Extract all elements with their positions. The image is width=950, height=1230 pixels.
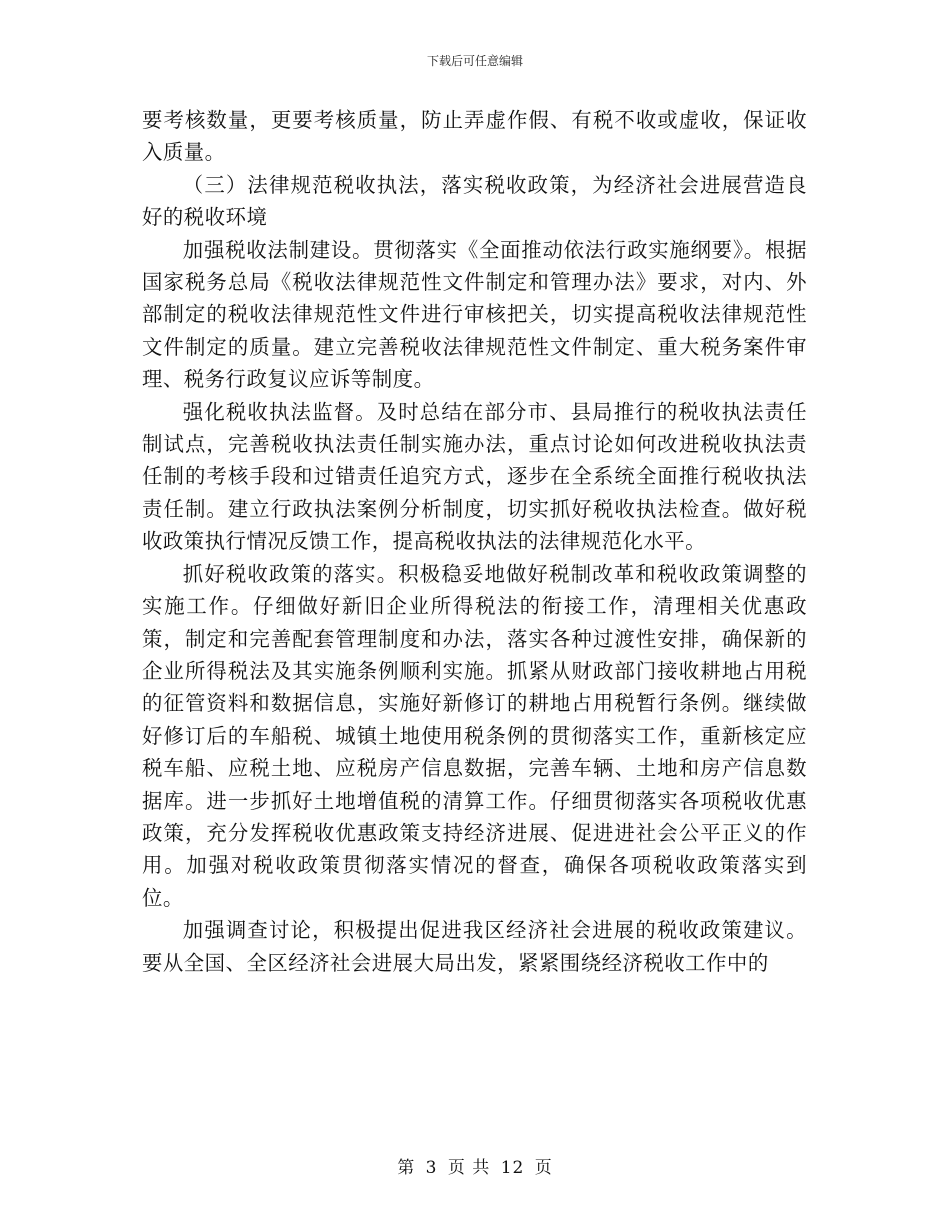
paragraph: 强化税收执法监督。及时总结在部分市、县局推行的税收执法责任制试点，完善税收执法责任制实施办法，重点讨论如何改进税收执法责任制的考核手段和过错责任追究方式，逐步在全系统全面推行税收执法责任制。建立行政执法案例分析制度，切实抓好税收执法检查。做好税收政策执行情况反馈工作，提高税收执法的法律规范化水平。: [142, 399, 807, 554]
paragraph-continuation: 要考核数量，更要考核质量，防止弄虚作假、有税不收或虚收，保证收入质量。: [142, 108, 807, 165]
footer-suffix: 页: [534, 1158, 553, 1178]
page-footer: [0, 1153, 950, 1178]
header-text: 下载后可任意编辑: [426, 54, 523, 68]
paragraph: 加强税收法制建设。贯彻落实《全面推动依法行政实施纲要》。根据国家税务总局《税收法律规范性文件制定和管理办法》要求，对内、外部制定的税收法律规范性文件进行审核把关，切实提高税收法律规范性文件制定的质量。建立完善税收法律规范性文件制定、重大税务案件审理、税务行政复议应诉等制度。: [142, 237, 807, 392]
document-body: [142, 104, 807, 979]
current-page-number: 3: [425, 1158, 438, 1178]
section-heading: （三）法律规范税收执法，落实税收政策，为经济社会进展营造良好的税收环境: [142, 172, 807, 230]
paragraph: 加强调查讨论，积极提出促进我区经济社会进展的税收政策建议。要从全国、全区经济社会进展大局出发，紧紧围绕经济税收工作中的: [142, 918, 807, 975]
paragraph: 抓好税收政策的落实。积极稳妥地做好税制改革和税收政策调整的实施工作。仔细做好新旧企业所得税法的衔接工作，清理相关优惠政策，制定和完善配套管理制度和办法，落实各种过渡性安排，确保新的企业所得税法及其实施条例顺利实施。抓紧从财政部门接收耕地占用税的征管资料和数据信息，实施好新修订的耕地占用税暂行条例。继续做好修订后的车船税、城镇土地使用税条例的贯彻落实工作，重新核定应税车船、应税土地、应税房产信息数据，完善车辆、土地和房产信息数据库。进一步抓好土地增值税的清算工作。仔细贯彻落实各项税收优惠政策，充分发挥税收优惠政策支持经济进展、促进进社会公平正义的作用。加强对税收政策贯彻落实情况的督查，确保各项税收政策落实到位。: [142, 561, 807, 910]
total-pages-number: 12: [500, 1158, 525, 1178]
footer-prefix: 第: [397, 1158, 416, 1178]
footer-middle: 页 共: [447, 1158, 491, 1178]
page-header: [0, 52, 950, 69]
